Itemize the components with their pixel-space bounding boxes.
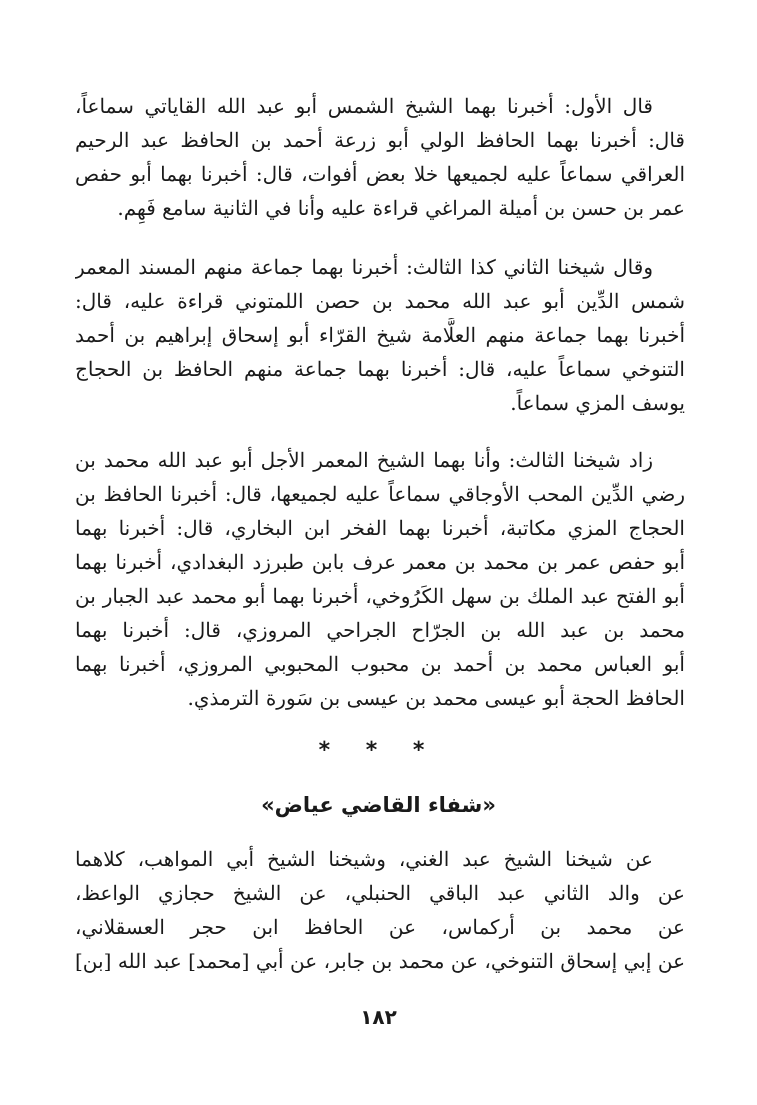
text-line: عن شيخنا الشيخ عبد الغني، وشيخنا الشيخ أبي المواهب، كلاهما (75, 847, 653, 871)
text-line: التنوخي سماعاً عليه، قال: أخبرنا بهما جماعة منهم الحافظ بن الحجاج (75, 357, 685, 381)
section-title: «شفاء القاضي عياض» (261, 793, 496, 817)
text-line: عن محمد بن أركماس، عن الحافظ ابن حجر العسقلاني، (75, 915, 685, 939)
text-line: الحافظ الحجة أبو عيسى محمد بن عيسى بن سَورة الترمذي. (187, 686, 685, 710)
text-line: أبو حفص عمر بن محمد بن معمر عرف بابن طبرزد البغدادي، أخبرنا بهما (75, 550, 685, 574)
text-line: الحجاج المزي مكاتبة، أخبرنا بهما الفخر ابن البخاري، قال: أخبرنا بهما (75, 516, 685, 540)
text-line: أبو الفتح عبد الملك بن سهل الكَرُوخي، أخبرنا بهما أبو محمد عبد الجبار بن (75, 584, 685, 608)
text-line: قال: أخبرنا بهما الحافظ الولي أبو زرعة أحمد بن الحافظ عبد الرحيم (75, 128, 685, 152)
text-line: قال الأول: أخبرنا بهما الشيخ الشمس أبو عبد الله القاياتي سماعاً، (75, 94, 653, 118)
paragraph-1 (75, 89, 685, 225)
section-separator: * * * (318, 738, 439, 763)
text-line: العراقي سماعاً عليه لجميعها خلا بعض أفوات، قال: أخبرنا بهما أبو حفص (75, 162, 685, 186)
text-line: شمس الدِّين أبو عبد الله محمد بن حصن اللمتوني قراءة عليه، قال: (75, 289, 685, 313)
text-line: أخبرنا بهما جماعة منهم العلَّامة شيخ القرّاء أبو إسحاق إبراهيم بن أحمد (75, 323, 685, 347)
text-line: يوسف المزي سماعاً. (510, 391, 685, 415)
text-line: أبو العباس محمد بن أحمد بن محبوب المحبوبي المروزي، أخبرنا بهما (75, 652, 685, 676)
text-line: عمر بن حسن بن أميلة المراغي قراءة عليه وأنا في الثانية سامع فَهِم. (117, 196, 685, 220)
page-number: ١٨٢ (360, 1005, 397, 1029)
paragraph-2 (75, 250, 685, 420)
paragraph-3 (75, 443, 685, 715)
text-line: رضي الدِّين المحب الأوجاقي سماعاً عليه لجميعها، قال: أخبرنا الحافظ بن (75, 482, 685, 506)
text-line: وقال شيخنا الثاني كذا الثالث: أخبرنا بهما جماعة منهم المسند المعمر (75, 255, 653, 279)
paragraph-4 (75, 842, 685, 978)
text-line: محمد بن عبد الله بن الجرّاح الجراحي المروزي، قال: أخبرنا بهما (75, 618, 685, 642)
text-line: عن والد الثاني عبد الباقي الحنبلي، عن الشيخ حجازي الواعظ، (75, 881, 685, 905)
text-line: زاد شيخنا الثالث: وأنا بهما الشيخ المعمر الأجل أبو عبد الله محمد بن (75, 448, 653, 472)
text-line: عن إبي إسحاق التنوخي، عن محمد بن جابر، عن أبي [محمد] عبد الله [بن] (75, 949, 685, 973)
